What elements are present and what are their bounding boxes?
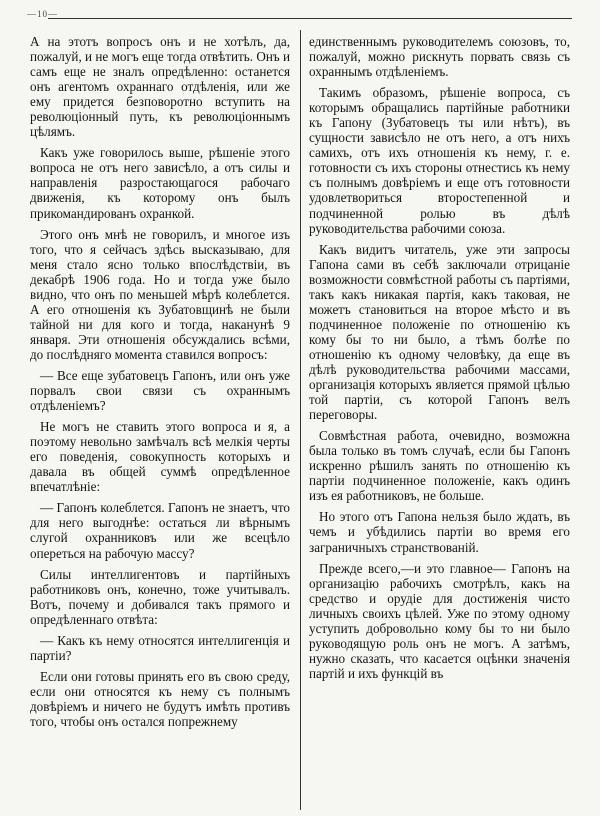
paragraph: Какъ уже говорилось выше, рѣшеніе этого вопроса не отъ него зависѣло, а отъ силы и направленія разростающагося рабочаго движенія, къ которому онъ былъ прикомандированъ охранкой. [30,145,290,221]
left-column [30,34,290,816]
header-rule [48,18,572,19]
paragraph: Этого онъ мнѣ не говорилъ, и многое изъ того, что я сейчасъ здѣсь высказываю, для меня стало ясно только впослѣдствіи, въ декабрѣ 1906 года. Но и тогда уже было видно, что онъ по меньшей мѣрѣ колеблется. А его отношенія къ Зубатовщинѣ не были тайной ни для кого и тогда, наканунѣ 9 января. Эти отношенія обсуждались всѣми, до послѣдняго момента ставился вопросъ: [30,226,290,362]
page-number: —10— [27,9,58,19]
paragraph: Такимъ образомъ, рѣшеніе вопроса, съ которымъ обращались партійные работники къ Гапону (Зубатовецъ ты или нѣтъ), въ сущности зависѣло не отъ него, а отъ нихъ самихъ, отъ ихъ отношенія къ нему, г. е. готовности съ ихъ стороны отнестись къ нему съ полнымъ довѣріемъ и еще отъ готовности удовлетвориться второстепенной и подчиненной ролью въ дѣлѣ руководительства рабочими союза. [309,85,570,236]
paragraph: Если они готовы принять его въ свою среду, если они относятся къ нему съ полнымъ довѣріемъ и ничего не будутъ имѣть противъ того, чтобы онъ остался попрежнему [30,668,290,729]
paragraph: Совмѣстная работа, очевидно, возможна была только въ томъ случаѣ, если бы Гапонъ искренно рѣшилъ занять по отношенію къ партіи подчиненное положеніе, какъ одинъ изъ ея работниковъ, не больше. [309,428,570,504]
right-column [309,34,570,816]
paragraph: А на этотъ вопросъ онъ и не хотѣлъ, да, пожалуй, и не могъ еще тогда отвѣтить. Онъ и самъ еще не зналъ опредѣленно: останется онъ агентомъ охраннаго отдѣленія, или же ему придется безповоротно вступить на революціонный путь, къ революціоннымъ цѣлямъ. [30,34,290,140]
column-divider [300,30,301,810]
paragraph: Силы интеллигентовъ и партійныхъ работниковъ онъ, конечно, тоже учитывалъ. Вотъ, почему и добивался такъ прямого и опредѣленнаго отвѣта: [30,566,290,627]
paragraph: Какъ видитъ читатель, уже эти запросы Гапона сами въ себѣ заключали отрицаніе возможности совмѣстной работы съ партіями, такъ какъ никакая партія, какъ таковая, не можетъ становиться на второе мѣсто и въ подчиненное положеніе по отношенію къ кому бы то ни было, а тѣмъ болѣе по отношенію къ одному человѣку, да еще въ дѣлѣ руководительства рабочими массами, организація которыхъ является прямой цѣлью той партіи, съ которой Гапонъ велъ переговоры. [309,241,570,423]
paragraph: — Гапонъ колеблется. Гапонъ не знаетъ, что для него выгоднѣе: остаться ли вѣрнымъ слугой охранниковъ или же всецѣло опереться на рабочую массу? [30,500,290,561]
paragraph: — Какъ къ нему относятся интеллигенція и партіи? [30,632,290,663]
paragraph: единственнымъ руководителемъ союзовъ, то, пожалуй, можно рискнуть порвать связь съ охраннымъ отдѣленіемъ. [309,34,570,80]
paragraph: Но этого отъ Гапона нельзя было ждать, въ чемъ и убѣдились партіи во время его заграничныхъ странствованій. [309,509,570,555]
paragraph: Прежде всего,—и это главное— Гапонъ на организацію рабочихъ смотрѣлъ, какъ на средство и орудіе для достиженія чисто личныхъ своихъ цѣлей. Уже по этому одному уступить добровольно кому бы то ни было руководящую роль онъ не могъ. А затѣмъ, нужно сказать, что касается оцѣнки значенія партій и ихъ функцій въ [309,560,570,681]
paragraph: — Все еще зубатовецъ Гапонъ, или онъ уже порвалъ свои связи съ охраннымъ отдѣленіемъ? [30,367,290,414]
paragraph: Не могъ не ставить этого вопроса и я, а поэтому невольно замѣчалъ всѣ мелкія черты его поведенія, совокупность которыхъ и давала въ общей суммѣ опредѣленное впечатлѣніе: [30,419,290,495]
